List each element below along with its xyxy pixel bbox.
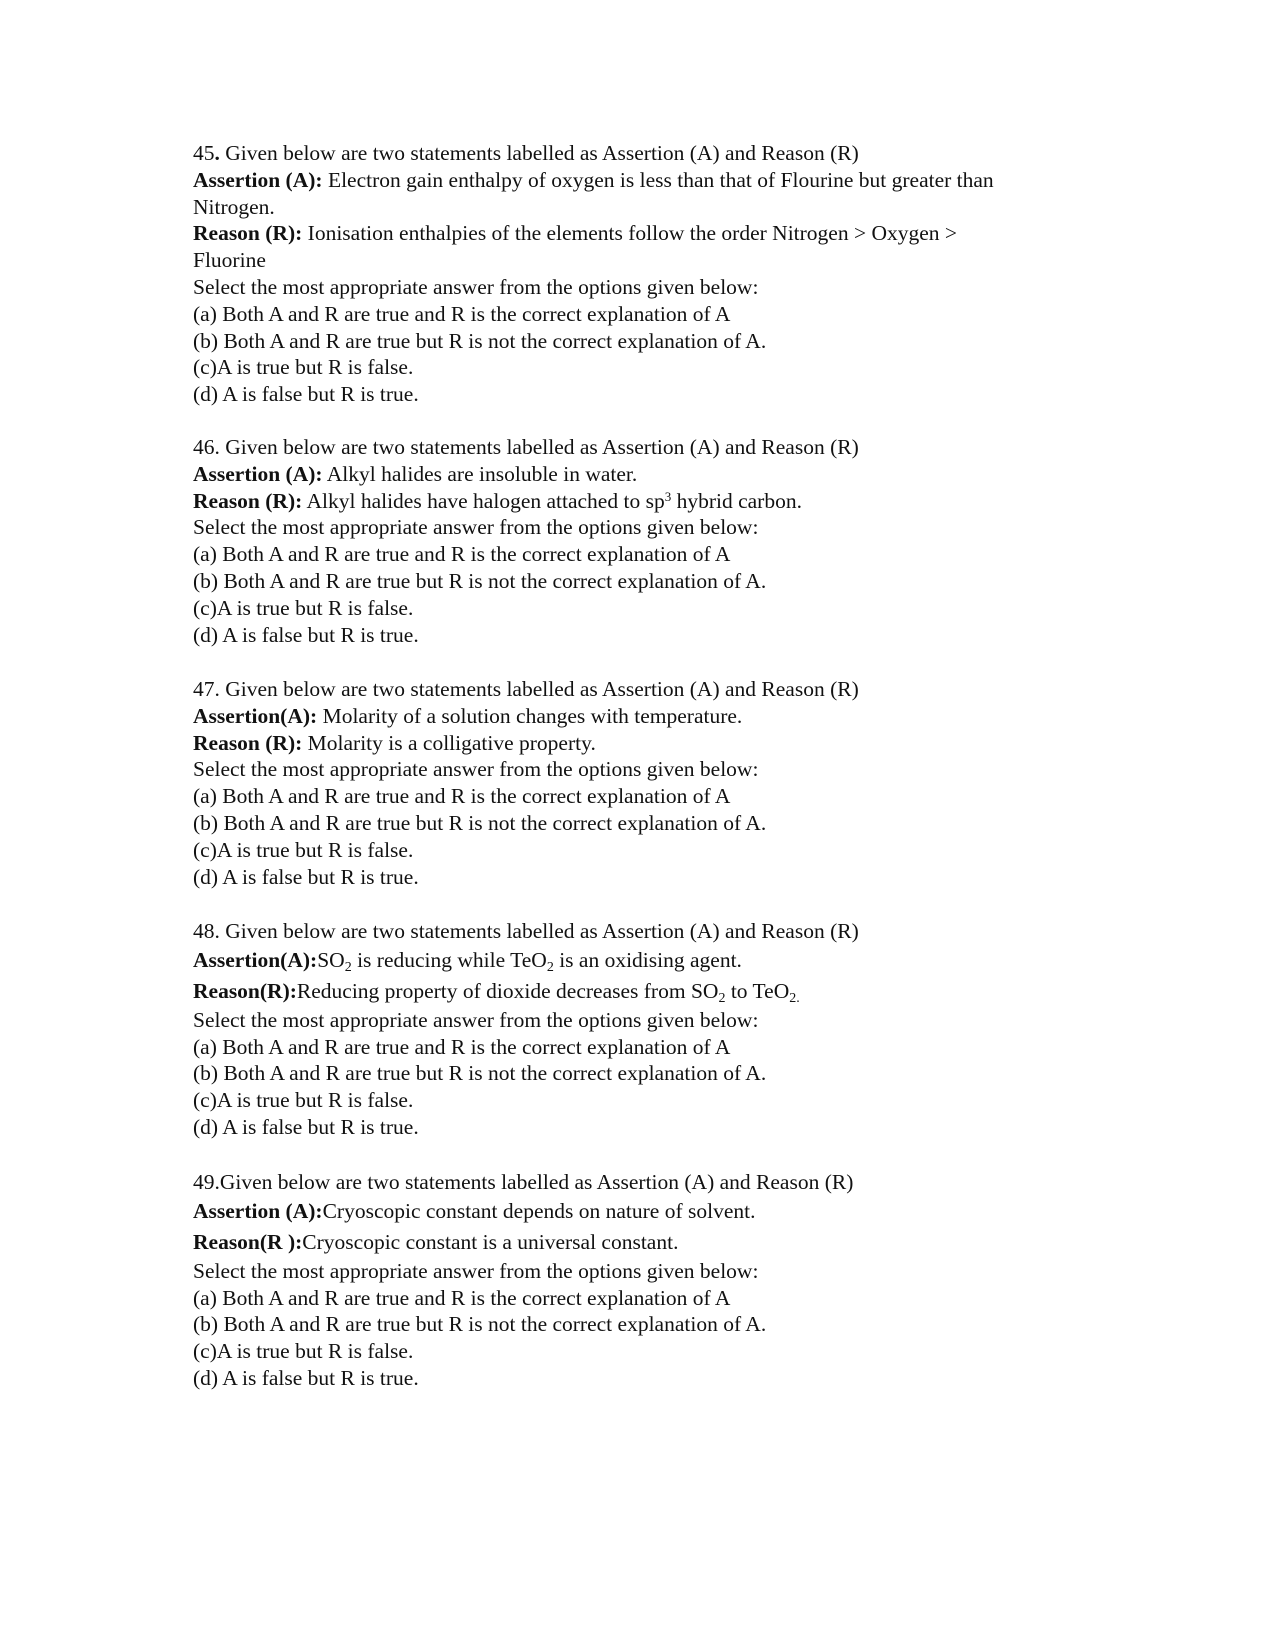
reason-line (193, 220, 1093, 247)
reason-line (193, 1227, 1093, 1258)
assertion-line (193, 1196, 1093, 1227)
question-48 (193, 918, 1093, 1141)
select-instruction: Select the most appropriate answer from the options given below: (193, 515, 759, 540)
option-c: (c)A is true but R is false. (193, 1339, 414, 1364)
subscript: 2 (344, 959, 352, 975)
option-a: (a) Both A and R are true and R is the correct explanation of A (193, 542, 731, 567)
option-d: (d) A is false but R is true. (193, 864, 419, 889)
option-b: (b) Both A and R are true but R is not the correct explanation of A. (193, 328, 767, 353)
option-d: (d) A is false but R is true. (193, 1365, 419, 1390)
assertion-text: is reducing while TeO (351, 947, 547, 972)
subscript: 2. (789, 990, 800, 1006)
assertion-text: SO (317, 947, 345, 972)
reason-label: Reason(R ): (193, 1229, 303, 1254)
select-instruction: Select the most appropriate answer from the options given below: (193, 757, 759, 782)
option-a: (a) Both A and R are true and R is the correct explanation of A (193, 1285, 731, 1310)
option-d: (d) A is false but R is true. (193, 382, 419, 407)
question-number: 45 (193, 141, 215, 165)
reason-text: to TeO (725, 978, 790, 1003)
reason-text: Ionisation enthalpies of the elements follow the order Nitrogen > Oxygen > (302, 221, 958, 246)
question-heading (193, 140, 1093, 167)
option-c: (c)A is true but R is false. (193, 355, 414, 380)
select-instruction: Select the most appropriate answer from the options given below: (193, 274, 759, 299)
assertion-line-continued: Nitrogen. (193, 194, 275, 219)
option-b: (b) Both A and R are true but R is not the correct explanation of A. (193, 1061, 767, 1086)
reason-label: Reason (R): (193, 221, 303, 246)
assertion-label: Assertion(A): (193, 703, 318, 728)
assertion-label: Assertion (A): (193, 167, 323, 192)
option-b: (b) Both A and R are true but R is not the correct explanation of A. (193, 810, 767, 835)
option-c: (c)A is true but R is false. (193, 595, 414, 620)
assertion-text: is an oxidising agent. (553, 947, 742, 972)
assertion-line (193, 167, 1093, 194)
option-a: (a) Both A and R are true and R is the correct explanation of A (193, 784, 731, 809)
question-heading: 47. Given below are two statements labelled as Assertion (A) and Reason (R) (193, 677, 859, 701)
question-49 (193, 1169, 1093, 1392)
assertion-label: Assertion(A): (193, 947, 318, 972)
select-instruction: Select the most appropriate answer from the options given below: (193, 1007, 759, 1032)
option-d: (d) A is false but R is true. (193, 622, 419, 647)
reason-text: Cryoscopic constant is a universal constant. (302, 1229, 679, 1254)
option-a: (a) Both A and R are true and R is the correct explanation of A (193, 1034, 731, 1059)
select-instruction: Select the most appropriate answer from the options given below: (193, 1258, 759, 1283)
assertion-label: Assertion (A): (193, 461, 323, 486)
assertion-text: Molarity of a solution changes with temperature. (317, 703, 743, 728)
question-heading: 49.Given below are two statements labelled as Assertion (A) and Reason (R) (193, 1170, 854, 1194)
reason-line (193, 488, 1093, 515)
superscript: 3 (664, 488, 672, 504)
option-b: (b) Both A and R are true but R is not the correct explanation of A. (193, 568, 767, 593)
reason-label: Reason (R): (193, 730, 303, 755)
reason-text: Molarity is a colligative property. (302, 730, 596, 755)
assertion-text: Cryoscopic constant depends on nature of solvent. (322, 1198, 756, 1223)
reason-text: Reducing property of dioxide decreases from SO (296, 978, 719, 1003)
subscript: 2 (718, 990, 726, 1006)
assertion-line (193, 703, 1093, 730)
option-c: (c)A is true but R is false. (193, 1088, 414, 1113)
assertion-line (193, 945, 1093, 976)
question-heading: 46. Given below are two statements labelled as Assertion (A) and Reason (R) (193, 435, 859, 459)
question-heading: 48. Given below are two statements labelled as Assertion (A) and Reason (R) (193, 919, 859, 943)
reason-line (193, 730, 1093, 757)
reason-line (193, 976, 1093, 1007)
option-d: (d) A is false but R is true. (193, 1114, 419, 1139)
assertion-label: Assertion (A): (193, 1198, 323, 1223)
reason-text-end: hybrid carbon. (671, 488, 802, 513)
assertion-text: Electron gain enthalpy of oxygen is less than that of Flourine but greater than (322, 167, 994, 192)
option-a: (a) Both A and R are true and R is the correct explanation of A (193, 301, 731, 326)
question-45 (193, 140, 1093, 408)
reason-line-continued: Fluorine (193, 248, 266, 273)
reason-label: Reason(R): (193, 978, 297, 1003)
subscript: 2 (546, 959, 554, 975)
option-c: (c)A is true but R is false. (193, 837, 414, 862)
question-47 (193, 676, 1093, 890)
assertion-line (193, 461, 1093, 488)
reason-text: Alkyl halides have halogen attached to sp (302, 488, 665, 513)
reason-label: Reason (R): (193, 488, 303, 513)
question-stem: Given below are two statements labelled as Assertion (A) and Reason (R) (219, 141, 859, 165)
question-number-dot: . (214, 141, 220, 165)
assertion-text: Alkyl halides are insoluble in water. (322, 461, 638, 486)
option-b: (b) Both A and R are true but R is not the correct explanation of A. (193, 1312, 767, 1337)
question-46 (193, 434, 1093, 648)
